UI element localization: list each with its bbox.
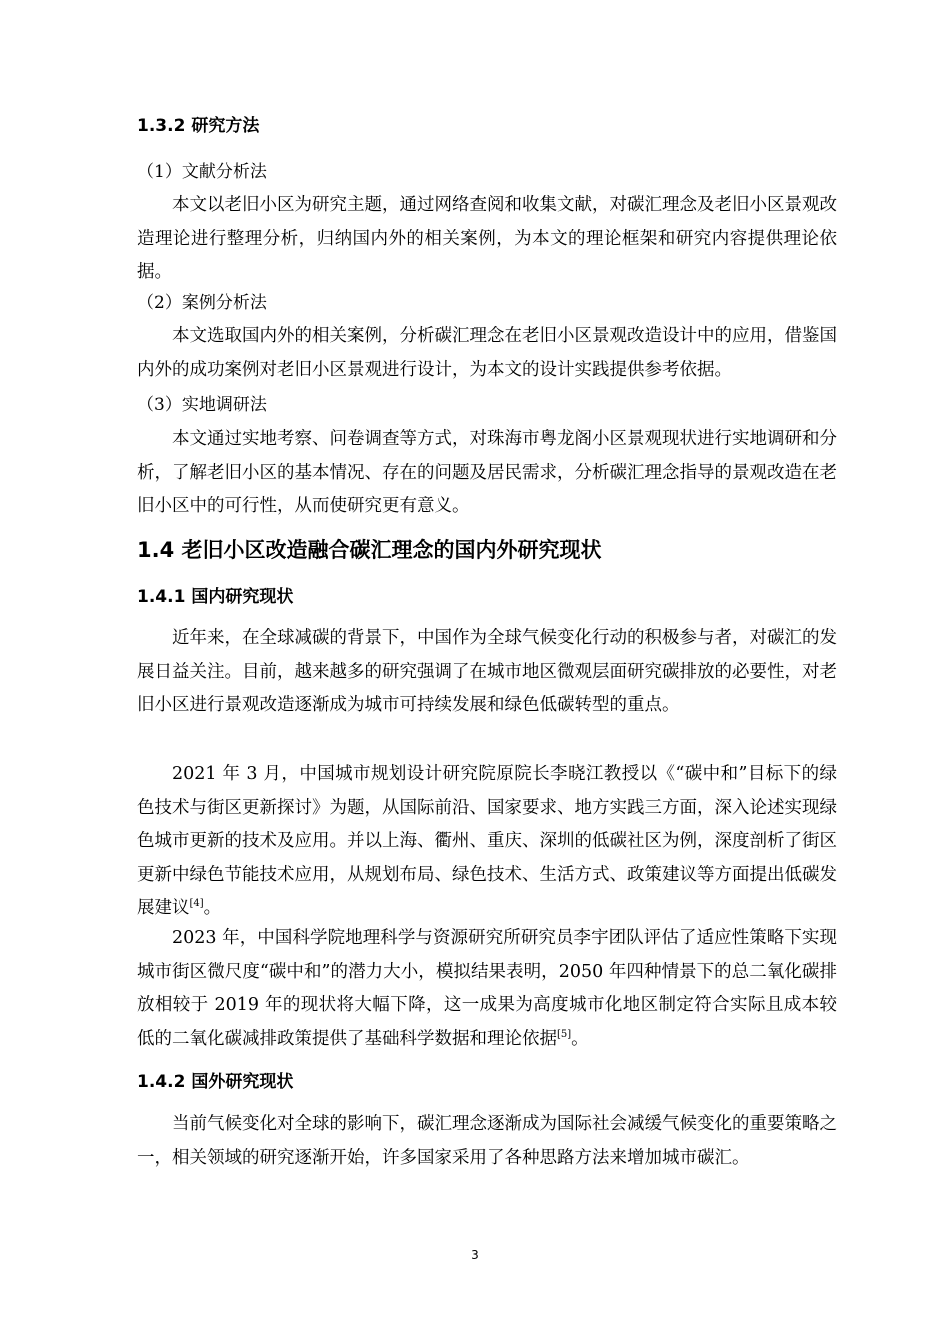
method-1-paragraph: 本文以老旧小区为研究主题，通过网络查阅和收集文献，对碳汇理念及老旧小区景观改造理论进行整理分析，归纳国内外的相关案例，为本文的理论框架和研究内容提供理论依据。 [137,195,837,282]
method-2-title: （2）案例分析法 [137,293,267,313]
method-1-title: （1）文献分析法 [137,162,267,182]
heading-1-4-1: 1.4.1 国内研究现状 [137,587,294,607]
foreign-paragraph-1: 当前气候变化对全球的影响下，碳汇理念逐渐成为国际社会减缓气候变化的重要策略之一，相关领域的研究逐渐开始，许多国家采用了各种思路方法来增加城市碳汇。 [137,1114,837,1168]
method-3-paragraph: 本文通过实地考察、问卷调查等方式，对珠海市粤龙阁小区景观现状进行实地调研和分析，了解老旧小区的基本情况、存在的问题及居民需求，分析碳汇理念指导的景观改造在老旧小区中的可行性，从而使研究更有意义。 [137,429,837,516]
domestic-paragraph-3 [137,922,837,1056]
heading-1-4: 1.4 老旧小区改造融合碳汇理念的国内外研究现状 [137,538,602,562]
page-number: 3 [471,1248,479,1262]
domestic-paragraph-2 [137,758,837,926]
citation-5: [5] [557,1028,572,1040]
heading-1-4-2: 1.4.2 国外研究现状 [137,1072,294,1092]
citation-4: [4] [189,898,204,910]
domestic-paragraph-1: 近年来，在全球减碳的背景下，中国作为全球气候变化行动的积极参与者，对碳汇的发展日益关注。目前，越来越多的研究强调了在城市地区微观层面研究碳排放的必要性，对老旧小区进行景观改造逐渐成为城市可持续发展和绿色低碳转型的重点。 [137,628,837,715]
domestic-paragraph-3-text: 2023 年，中国科学院地理科学与资源研究所研究员李宇团队评估了适应性策略下实现城市街区微尺度“碳中和”的潜力大小，模拟结果表明，2050 年四种情景下的总二氧化碳排放相较于 2019 年的现状将大幅下降，这一成果为高度城市化地区制定符合实际且成本较低的二氧化碳减排政策提供了基础科学数据和理论依据 [137,928,837,1049]
heading-1-3-2: 1.3.2 研究方法 [137,116,260,136]
domestic-paragraph-3-end: 。 [571,1028,589,1049]
domestic-paragraph-2-text: 2021 年 3 月，中国城市规划设计研究院原院长李晓江教授以《“碳中和”目标下的绿色技术与街区更新探讨》为题，从国际前沿、国家要求、地方实践三方面，深入论述实现绿色城市更新的技术及应用。并以上海、衢州、重庆、深圳的低碳社区为例，深度剖析了街区更新中绿色节能技术应用，从规划布局、绿色技术、生活方式、政策建议等方面提出低碳发展建议 [137,764,837,918]
domestic-paragraph-2-end: 。 [203,898,222,918]
method-3-title: （3）实地调研法 [137,395,267,415]
method-2-paragraph: 本文选取国内外的相关案例，分析碳汇理念在老旧小区景观改造设计中的应用，借鉴国内外的成功案例对老旧小区景观进行设计，为本文的设计实践提供参考依据。 [137,326,837,380]
